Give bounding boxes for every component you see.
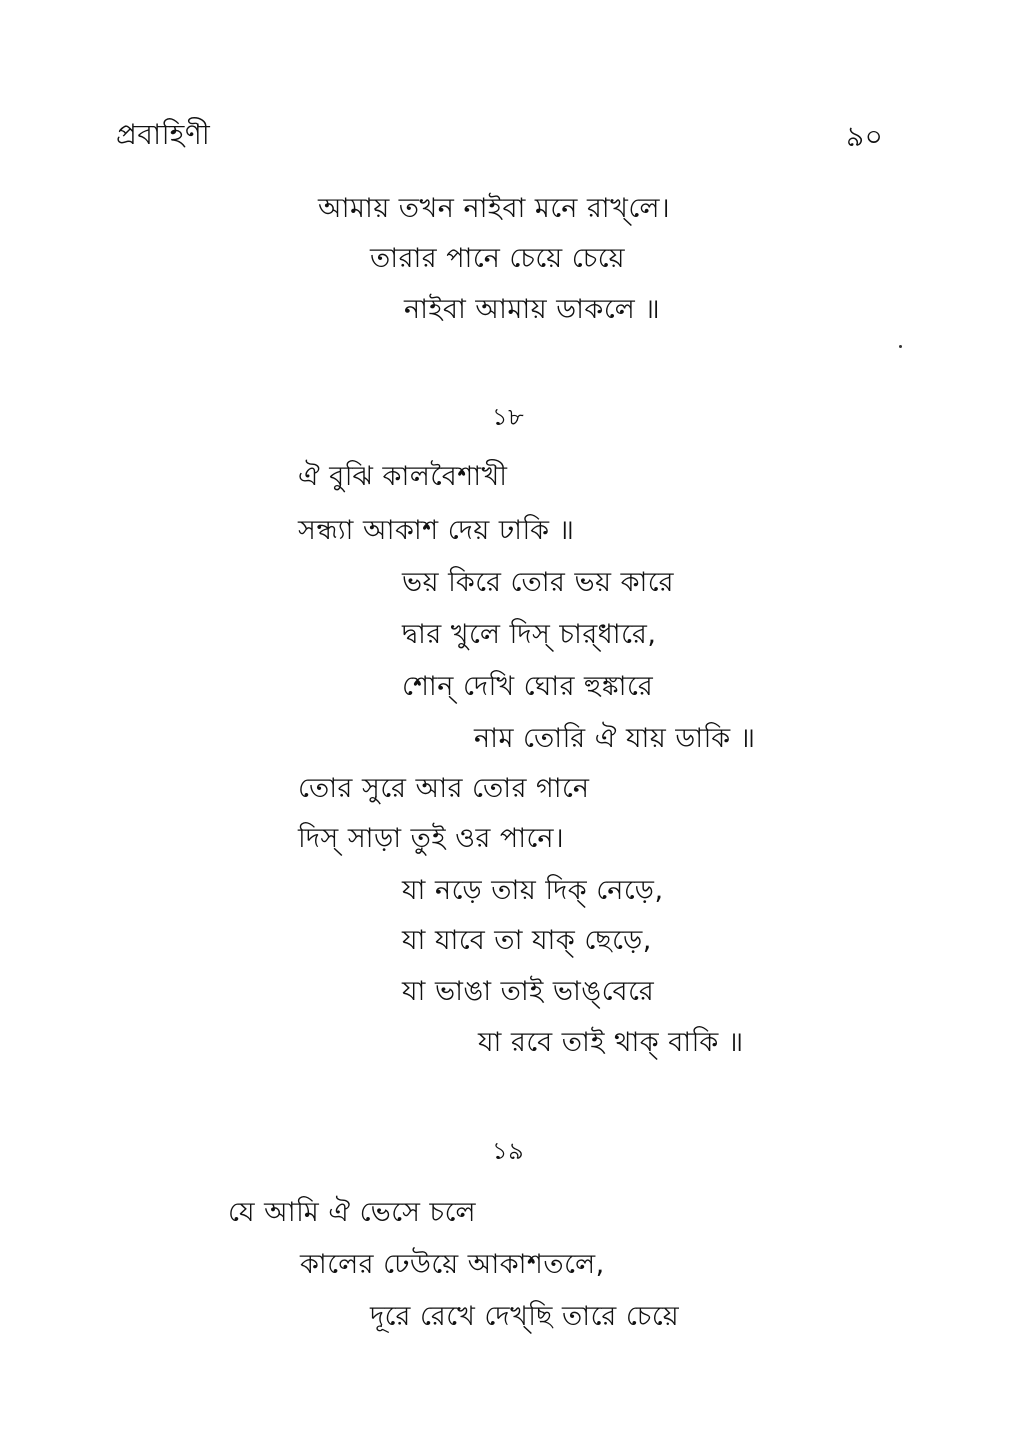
verse-line: ঐ বুঝি কালবৈশাখী: [298, 461, 508, 492]
verse-line: যা ভাঙা তাই ভাঙ্‌বেরে: [402, 976, 655, 1007]
verse-line: সন্ধ্যা আকাশ দেয় ঢাকি ॥: [298, 515, 575, 546]
verse-line: কালের ঢেউয়ে আকাশতলে,: [300, 1249, 605, 1280]
poem-number: ১৮: [492, 403, 525, 431]
page-number: ৯০: [846, 120, 884, 153]
verse-line: নাম তোরি ঐ যায় ডাকি ॥: [474, 723, 756, 754]
verse-line: আমায় তখন নাইবা মনে রাখ্‌লে।: [318, 193, 671, 224]
verse-line: যে আমি ঐ ভেসে চলে: [228, 1197, 477, 1228]
verse-line: যা যাবে তা যাক্ ছেড়ে,: [402, 925, 652, 956]
verse-line: শোন্ দেখি ঘোর হুঙ্কারে: [402, 671, 654, 702]
verse-line: যা রবে তাই থাক্ বাকি ॥: [478, 1027, 744, 1058]
verse-line: দূরে রেখে দেখ্‌ছি তারে চেয়ে: [370, 1301, 680, 1332]
poem-number: ১৯: [492, 1137, 525, 1165]
verse-line: যা নড়ে তায় দিক্ নেড়ে,: [402, 875, 664, 906]
verse-line: দিস্ সাড়া তুই ওর পানে।: [298, 823, 565, 854]
scan-speck: [899, 345, 902, 348]
verse-line: নাইবা আমায় ডাকলে ॥: [404, 294, 661, 325]
verse-line: তোর সুরে আর তোর গানে: [298, 773, 590, 804]
verse-line: তারার পানে চেয়ে চেয়ে: [370, 243, 626, 274]
verse-line: দ্বার খুলে দিস্ চার্‌ধারে,: [402, 619, 657, 650]
running-title: প্রবাহিণী: [116, 118, 211, 151]
verse-line: ভয় কিরে তোর ভয় কারে: [402, 567, 675, 598]
